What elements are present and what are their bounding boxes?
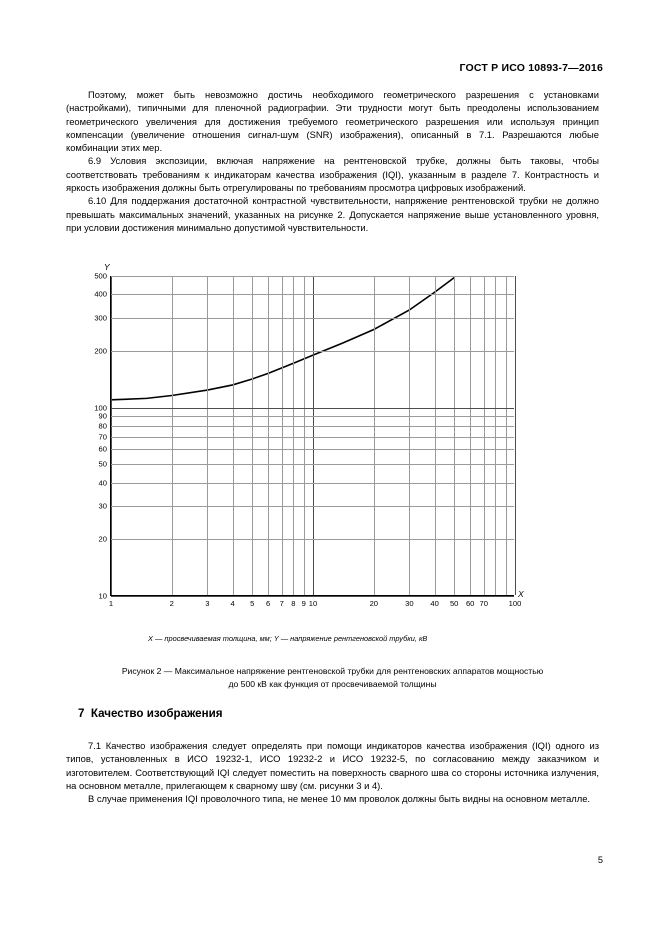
- x-axis-tick-label: 5: [250, 599, 255, 608]
- gridline-horizontal: [111, 506, 514, 507]
- gridline-horizontal: [111, 437, 514, 438]
- gridline-vertical: [207, 276, 208, 595]
- gridline-horizontal: [111, 539, 514, 540]
- y-axis-tick-label: 400: [94, 289, 107, 299]
- paragraph-7-1b: [66, 792, 599, 805]
- x-axis-tick-label: 20: [369, 599, 379, 608]
- x-axis-letter: X: [518, 589, 524, 599]
- gridline-horizontal: [111, 449, 514, 450]
- gridline-vertical: [515, 276, 516, 595]
- x-axis-tick-label: 3: [205, 599, 210, 608]
- x-axis-tick-label: 100: [508, 599, 522, 608]
- x-axis-tick-label: 1: [108, 599, 114, 608]
- gridline-horizontal: [111, 408, 514, 409]
- body-text: [66, 88, 599, 234]
- paragraph-6-10: [66, 194, 599, 234]
- gridline-vertical: [252, 276, 253, 595]
- gridline-vertical: [374, 276, 375, 595]
- section-title: Качество изображения: [90, 707, 223, 720]
- gridline-vertical: [495, 276, 496, 595]
- paragraph-text: 6.10 Для поддержания достаточной контрастной чувствительности, напряжение рентгеновской трубки не должно превышать максимальных значений, указанных на рисунке 2. Допускается напряжение выше установленного уровня, при условии достижения минимально допустимой чувствительности.: [66, 195, 599, 233]
- x-axis-tick-label: 60: [465, 599, 475, 608]
- paragraph-6-9: [66, 154, 599, 194]
- y-axis-tick-label: 10: [98, 591, 107, 601]
- figure-caption: [66, 665, 599, 690]
- gridline-vertical: [293, 276, 294, 595]
- y-axis-tick-label: 50: [98, 459, 107, 469]
- y-axis-tick-label: 200: [94, 346, 107, 356]
- gridline-vertical: [454, 276, 455, 595]
- gridline-vertical: [484, 276, 485, 595]
- y-axis-tick-label: 70: [98, 432, 107, 442]
- gridline-vertical: [172, 276, 173, 595]
- y-axis-tick-label: 60: [98, 444, 107, 454]
- x-axis-tick-label: 40: [430, 599, 439, 608]
- paragraph-intro: [66, 88, 599, 154]
- y-axis-tick-label: 80: [98, 421, 107, 431]
- gridline-horizontal: [111, 294, 514, 295]
- paragraph-text: 6.9 Условия экспозиции, включая напряжение на рентгеновской трубке, должны быть таковы, чтобы соответствовать требованиям к индикаторам качества изображения (IQI), указанным в разделе 7. Контрастность и яркость изображения должны быть отрегулированы по требованиям просмотра цифровых изображений.: [66, 155, 599, 194]
- gridline-horizontal: [111, 596, 514, 597]
- y-axis-tick-label: 40: [98, 478, 107, 488]
- page-header: ГОСТ Р ИСО 10893-7—2016: [459, 62, 603, 74]
- gridline-horizontal: [111, 276, 514, 277]
- gridline-vertical: [470, 276, 471, 595]
- section-7: [66, 707, 599, 805]
- y-axis-tick-label: 500: [94, 271, 107, 281]
- y-axis-letter: Y: [104, 262, 110, 272]
- gridline-vertical: [304, 276, 305, 595]
- x-axis-tick-label: 2: [169, 599, 174, 608]
- gridline-horizontal: [111, 351, 514, 352]
- gridline-vertical: [233, 276, 234, 595]
- x-axis-tick-label: 70: [479, 599, 488, 608]
- y-axis-tick-label: 300: [94, 313, 107, 323]
- gridline-vertical: [313, 276, 314, 595]
- x-axis-tick-label: 7: [279, 599, 284, 608]
- page-number: 5: [597, 855, 603, 865]
- section-7-heading: [66, 707, 599, 720]
- section-number: 7: [78, 707, 85, 720]
- gridline-horizontal: [111, 426, 514, 427]
- x-axis-tick-label: 10: [308, 599, 318, 608]
- gridline-horizontal: [111, 318, 514, 319]
- axis-note-y: Y — напряжение рентгеновской трубки, кВ: [273, 634, 428, 643]
- x-axis-tick-label: 4: [230, 599, 235, 608]
- chart-plot: [94, 271, 522, 608]
- gridline-horizontal: [111, 464, 514, 465]
- paragraph-text: 7.1 Качество изображения следует определять при помощи индикаторов качества изображения (IQI) одного из типов, установленных в ИСО 19232-1, ИСО 19232-2 и ИСО 19232-5, по согласованию между заказчиком и изготовителем. Соответствующий IQI следует поместить на поверхность сварного шва со стороны источника излучения, на основном металле, прилегающем к сварному шву (см. рисунки 3 и 4).: [66, 740, 599, 791]
- x-axis-tick-label: 50: [449, 599, 459, 608]
- gridline-vertical: [409, 276, 410, 595]
- gridline-horizontal: [111, 416, 514, 417]
- gridline-vertical: [506, 276, 507, 595]
- axis-note: [148, 634, 599, 643]
- x-axis-tick-label: 6: [266, 599, 271, 608]
- y-axis-tick-label: 20: [98, 534, 107, 544]
- paragraph-7-1: [66, 739, 599, 792]
- axis-note-x: X — просвечиваемая толщина, мм;: [148, 634, 272, 643]
- figure-caption-line1: Рисунок 2 — Максимальное напряжение рентгеновской трубки для рентгеновских аппаратов мощностью: [121, 666, 544, 676]
- gridline-vertical: [111, 276, 112, 595]
- x-axis-tick-label: 8: [291, 599, 296, 608]
- gridline-vertical: [435, 276, 436, 595]
- paragraph-text: Поэтому, может быть невозможно достичь необходимого геометрического разрешения с установками (настройками), типичными для пленочной радиографии. Эти трудности могут быть преодолены использованием геометрического увеличения для достижения требуемого геометрического разрешения или используя принцип компенсации (увеличение отношения сигнал-шум (SNR) изображения), описанный в 7.1. Разрешаются любые комбинации этих мер.: [66, 89, 599, 154]
- gridline-vertical: [282, 276, 283, 595]
- x-axis-tick-label: 30: [405, 599, 414, 608]
- chart-area: [88, 262, 538, 610]
- y-axis-tick-label: 90: [98, 411, 107, 421]
- gridline-horizontal: [111, 483, 514, 484]
- gridline-vertical: [268, 276, 269, 595]
- y-axis-tick-label: 100: [94, 403, 107, 413]
- paragraph-text: В случае применения IQI проволочного типа, не менее 10 мм проволок должны быть видны на основном металле.: [88, 793, 591, 805]
- x-axis-tick-label: 9: [301, 599, 306, 608]
- y-axis-tick-label: 30: [98, 501, 107, 511]
- figure-2: [66, 262, 599, 690]
- figure-caption-line2: до 500 кВ как функция от просвечиваемой толщины: [228, 678, 437, 689]
